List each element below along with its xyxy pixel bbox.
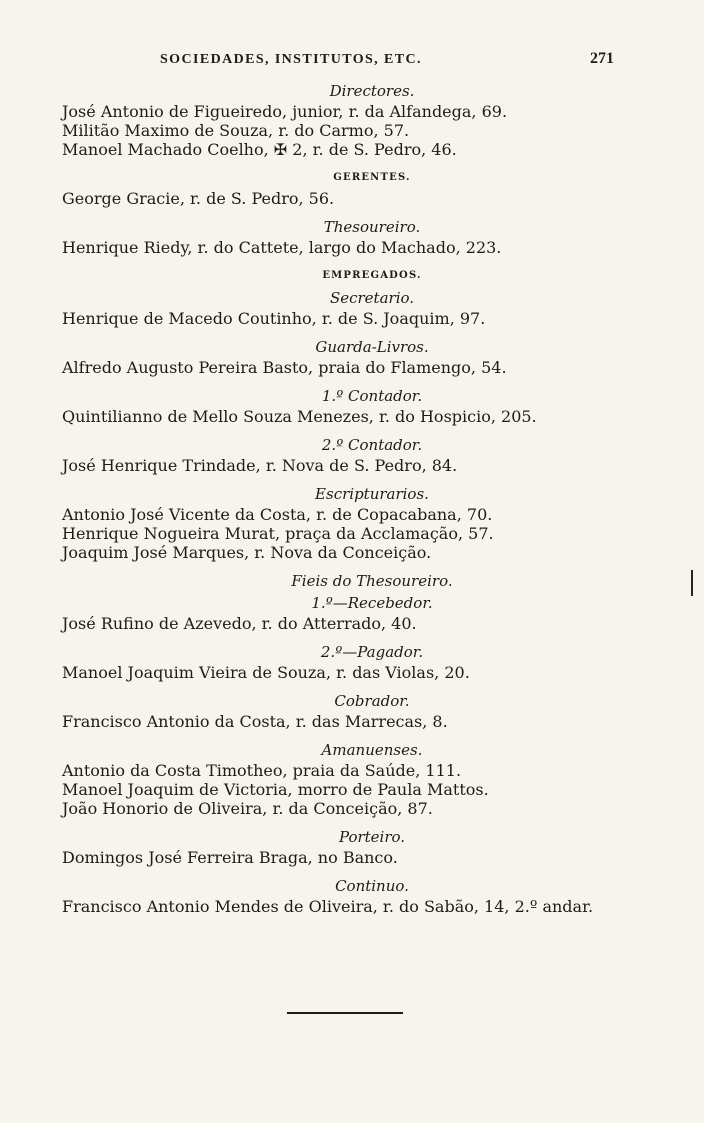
page-header <box>0 52 704 74</box>
directory-entry: Antonio José Vicente da Costa, r. de Copacabana, 70. <box>62 505 493 524</box>
section-heading: 1.º Contador. <box>321 387 423 405</box>
section-heading: Thesoureiro. <box>323 218 421 236</box>
section-heading: Porteiro. <box>338 828 406 846</box>
directory-entry: João Honorio de Oliveira, r. da Conceição, 87. <box>62 799 433 818</box>
running-head: SOCIEDADES, INSTITUTOS, ETC. <box>160 52 422 67</box>
directory-entry: Alfredo Augusto Pereira Basto, praia do Flamengo, 54. <box>62 358 507 377</box>
section-heading: Continuo. <box>335 877 409 895</box>
page-number: 271 <box>590 50 614 67</box>
section-heading: Fieis do Thesoureiro. <box>291 572 453 590</box>
directory-entry: Quintilianno de Mello Souza Menezes, r. do Hospicio, 205. <box>62 407 537 426</box>
directory-entry: Joaquim José Marques, r. Nova da Conceição. <box>62 543 432 562</box>
directory-entry: Henrique Nogueira Murat, praça da Acclamação, 57. <box>62 524 494 543</box>
directory-entry: Manoel Machado Coelho, ✠ 2, r. de S. Pedro, 46. <box>62 140 457 159</box>
section-heading: 1.º—Recebedor. <box>311 594 433 612</box>
section-heading: EMPREGADOS. <box>322 270 422 281</box>
directory-entry: José Antonio de Figueiredo, junior, r. da Alfandega, 69. <box>62 102 508 121</box>
directory-entry: Antonio da Costa Timotheo, praia da Saúde, 111. <box>62 761 462 780</box>
section-heading: 2.º—Pagador. <box>320 643 424 661</box>
directory-entry: Manoel Joaquim Vieira de Souza, r. das Violas, 20. <box>62 663 470 682</box>
directory-entry: José Henrique Trindade, r. Nova de S. Pedro, 84. <box>62 456 458 475</box>
directory-entry: Henrique de Macedo Coutinho, r. de S. Joaquim, 97. <box>62 309 486 328</box>
section-heading: Directores. <box>329 82 415 100</box>
section-heading: Guarda-Livros. <box>315 338 429 356</box>
directory-entry: George Gracie, r. de S. Pedro, 56. <box>62 189 335 208</box>
directory-entry: José Rufino de Azevedo, r. do Atterrado, 40. <box>62 614 417 633</box>
section-heading: Cobrador. <box>334 692 410 710</box>
directory-entry: Manoel Joaquim de Victoria, morro de Paula Mattos. <box>62 780 489 799</box>
directory-listing <box>62 80 662 924</box>
section-heading: 2.º Contador. <box>321 436 423 454</box>
section-heading: Escripturarios. <box>315 485 429 503</box>
directory-entry: Henrique Riedy, r. do Cattete, largo do Machado, 223. <box>62 238 502 257</box>
directory-entry: Francisco Antonio da Costa, r. das Marrecas, 8. <box>62 712 448 731</box>
section-heading: Secretario. <box>329 289 415 307</box>
directory-entry: Francisco Antonio Mendes de Oliveira, r. do Sabão, 14, 2.º andar. <box>62 897 594 916</box>
directory-entry: Militão Maximo de Souza, r. do Carmo, 57. <box>62 121 410 140</box>
section-heading: GERENTES. <box>333 172 411 183</box>
margin-mark <box>691 570 693 596</box>
directory-entry: Domingos José Ferreira Braga, no Banco. <box>62 848 398 867</box>
section-heading: Amanuenses. <box>321 741 423 759</box>
closing-rule <box>287 1012 403 1014</box>
